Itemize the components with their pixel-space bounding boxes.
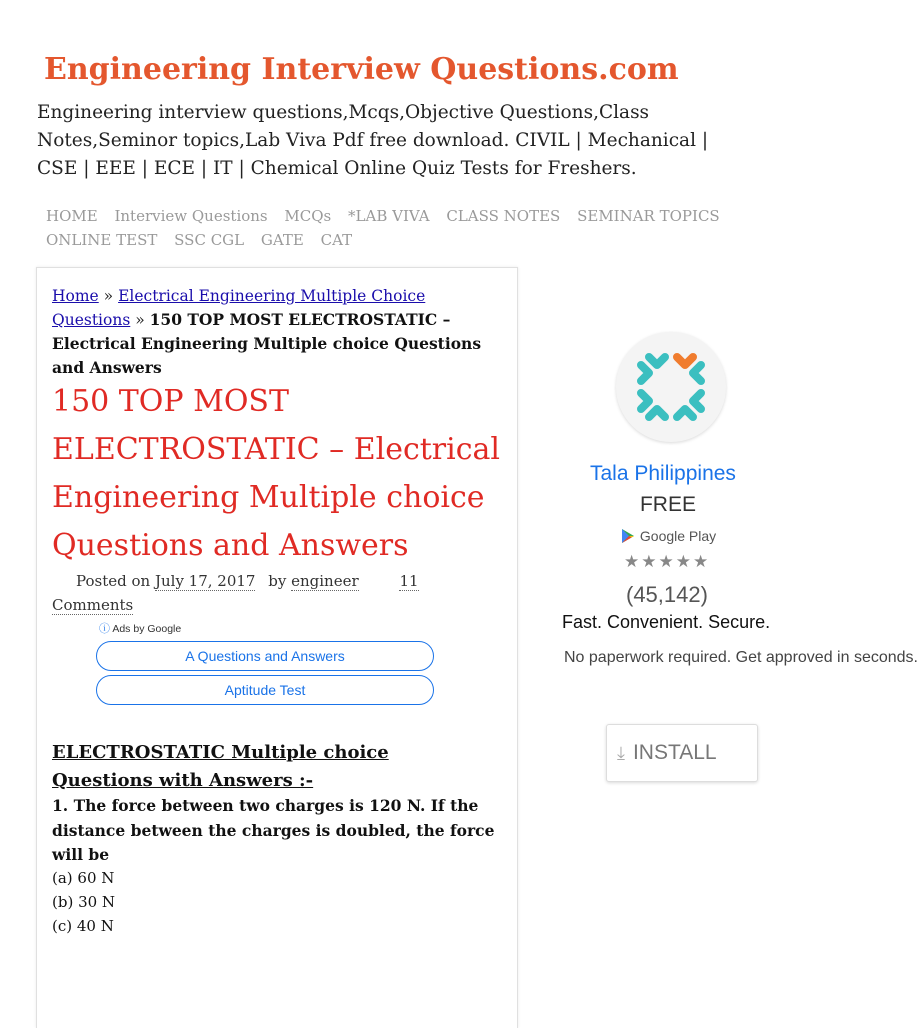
nav-item-cat[interactable]: CAT [320,231,353,249]
author-link[interactable]: engineer [291,572,359,590]
ad-link-aptitude-test[interactable]: Aptitude Test [96,675,434,705]
option-c: (c) 40 N [52,917,114,935]
ad-tagline: Fast. Convenient. Secure. [562,612,771,632]
side-ad[interactable] [540,320,918,800]
comments-link[interactable]: 11 Comments [52,572,419,614]
posted-on-label: Posted on [76,572,151,590]
ad-link-questions-answers[interactable]: A Questions and Answers [96,641,434,671]
nav-item-seminar-topics[interactable]: SEMINAR TOPICS [577,207,720,225]
download-icon: ⤓ [617,743,625,763]
nav-item-ssc-cgl[interactable]: SSC CGL [174,231,245,249]
nav-item-class-notes[interactable]: CLASS NOTES [446,207,561,225]
nav-item-interview-questions[interactable]: Interview Questions [114,207,268,225]
section-heading: ELECTROSTATIC Multiple choice Questions with Answers :- [52,742,389,791]
ads-label: Ads by Google [112,623,182,635]
install-button[interactable] [606,724,758,782]
nav-item-lab-viva[interactable]: *LAB VIVA [348,207,430,225]
nav-item-gate[interactable]: GATE [260,231,304,249]
store-name: Google Play [639,528,717,544]
breadcrumb-separator: » [98,287,119,305]
app-price: FREE [639,493,696,516]
rating-count: (45,142) [626,582,708,607]
google-play-icon [620,528,636,544]
post-date-link[interactable]: July 17, 2017 [154,572,256,590]
ad-subline: No paperwork required. Get approved in seconds. [564,649,918,666]
app-name-link[interactable]: Tala Philippines [590,462,736,485]
breadcrumb [52,284,502,380]
google-play-badge [620,528,716,544]
by-label: by [268,572,287,590]
post-title: 150 TOP MOST ELECTROSTATIC – Electrical Engineering Multiple choice Questions and Answers [52,384,501,563]
site-description: Engineering interview questions,Mcqs,Objective Questions,Class Notes,Seminor topics,Lab Viva Pdf free download. CIVIL | Mechanical | CSE | EEE | ECE | IT | Chemical Online Quiz Tests for Freshers. [37,102,709,179]
site-title[interactable]: Engineering Interview Questions.com [44,52,679,87]
option-b: (b) 30 N [52,893,116,911]
article-card [36,267,518,1028]
breadcrumb-separator: » [130,311,150,329]
breadcrumb-category-link[interactable]: Electrical Engineering Multiple Choice Questions [52,287,426,329]
breadcrumb-home-link[interactable]: Home [52,287,99,305]
info-icon: ⓘ [99,623,110,635]
option-a: (a) 60 N [52,869,115,887]
nav-item-mcqs[interactable]: MCQs [284,207,332,225]
ads-by-google[interactable] [99,620,181,636]
question-text: 1. The force between two charges is 120 N. If the distance between the charges is doubled, the force will be [52,796,495,864]
post-meta [52,569,492,617]
nav-item-online-test[interactable]: ONLINE TEST [46,231,158,249]
main-nav [38,204,738,252]
rating-stars: ★★★★★ [624,552,711,571]
app-logo-icon [616,332,726,442]
nav-item-home[interactable]: HOME [46,207,98,225]
breadcrumb-current: 150 TOP MOST ELECTROSTATIC – Electrical Engineering Multiple choice Questions and Answers [52,310,482,377]
install-label: INSTALL [632,741,717,764]
